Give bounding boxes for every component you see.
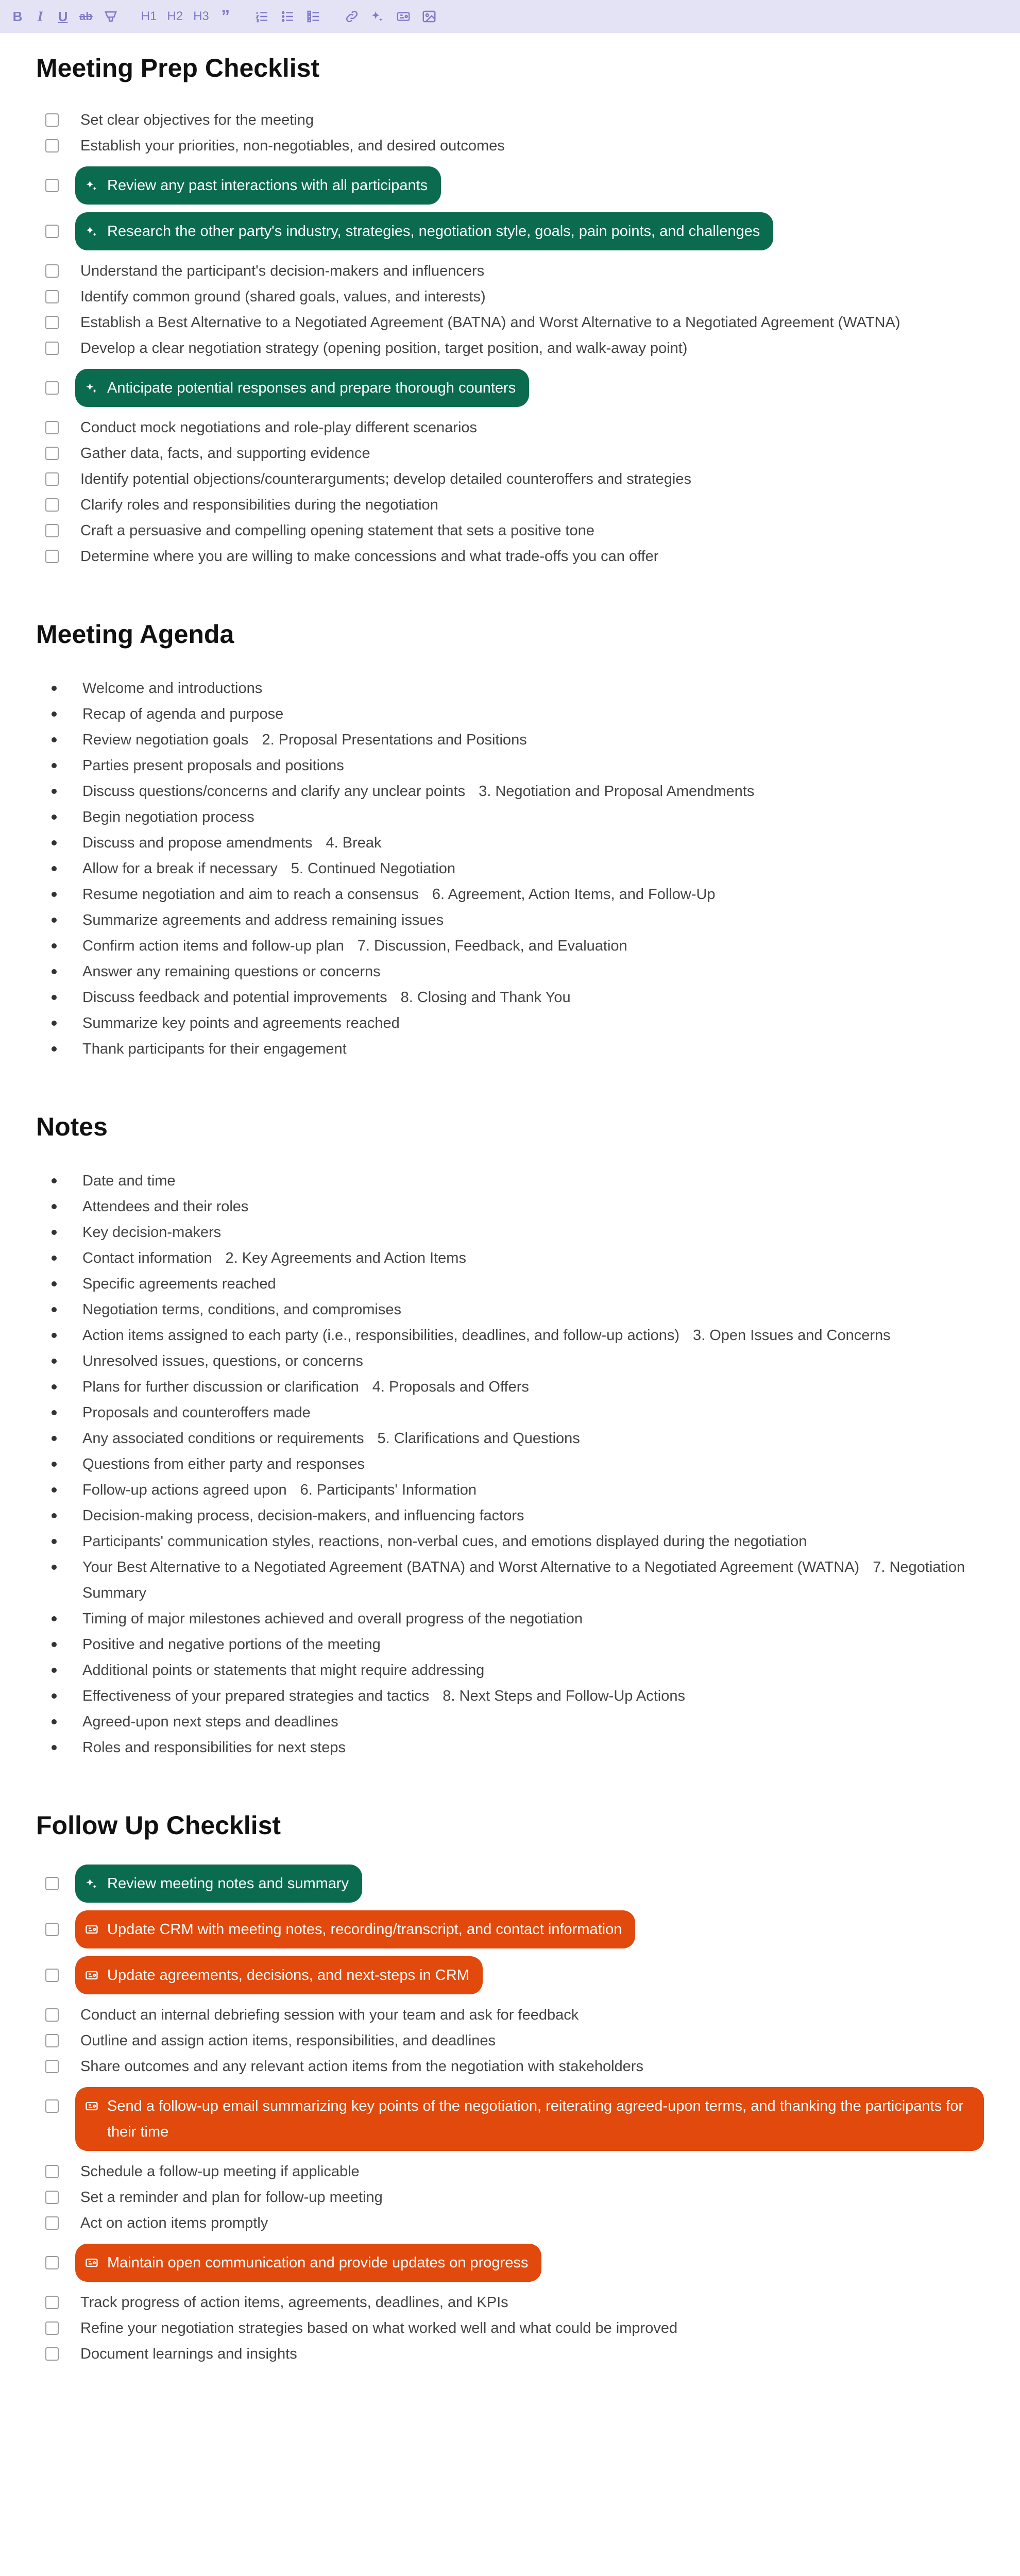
agenda-subheading: 3. Negotiation and Proposal Amendments xyxy=(479,783,755,800)
list-item-text: Allow for a break if necessary xyxy=(82,860,278,877)
checklist-icon xyxy=(306,9,321,24)
checkbox[interactable] xyxy=(45,447,59,460)
formatting-toolbar xyxy=(0,0,1020,33)
list-item-text: Date and time xyxy=(82,1173,176,1189)
checklist-item xyxy=(36,2002,984,2028)
notes-subheading: 7. Negotiation Summary xyxy=(82,1559,965,1601)
notes-subheading: 4. Proposals and Offers xyxy=(372,1379,529,1395)
checklist-item-text: Develop a clear negotiation strategy (opening position, target position, and walk-away point) xyxy=(80,340,688,357)
list-item xyxy=(36,1451,984,1477)
checkbox[interactable] xyxy=(45,2191,59,2204)
list-item-text: Welcome and introductions xyxy=(82,680,263,697)
list-item xyxy=(36,1657,984,1683)
checklist-item xyxy=(36,335,984,361)
checklist-item-text: Craft a persuasive and compelling opening statement that sets a positive tone xyxy=(80,522,594,539)
agenda-subheading: 5. Continued Negotiation xyxy=(291,860,456,877)
list-item xyxy=(36,1400,984,1426)
checklist-item xyxy=(36,133,984,159)
list-item xyxy=(36,1323,984,1348)
checklist-item xyxy=(36,369,984,407)
checkbox[interactable] xyxy=(45,316,59,329)
list-item xyxy=(36,907,984,933)
list-item xyxy=(36,1735,984,1760)
crm-task-pill[interactable] xyxy=(75,2087,984,2151)
notes-section-title: Notes xyxy=(36,1112,108,1141)
checklist-item-text: Set a reminder and plan for follow-up meeting xyxy=(80,2189,383,2206)
list-item xyxy=(36,1554,984,1606)
list-item-text: Unresolved issues, questions, or concerns xyxy=(82,1353,363,1369)
list-item-text: Negotiation terms, conditions, and compromises xyxy=(82,1301,401,1318)
bullet-list-icon xyxy=(280,9,296,24)
list-item xyxy=(36,1426,984,1451)
ai-task-pill[interactable] xyxy=(75,212,773,250)
checklist-item-text: Clarify roles and responsibilities during the negotiation xyxy=(80,497,438,513)
list-item-text: Review negotiation goals xyxy=(82,732,249,748)
list-item-text: Positive and negative portions of the meeting xyxy=(82,1636,381,1653)
underline-button[interactable]: U xyxy=(58,8,68,24)
checklist-item-text: Establish your priorities, non-negotiables, and desired outcomes xyxy=(80,138,505,154)
checklist-item-text: Track progress of action items, agreements, deadlines, and KPIs xyxy=(80,2294,508,2311)
h2-button[interactable]: H2 xyxy=(167,9,183,23)
agenda-subheading: 7. Discussion, Feedback, and Evaluation xyxy=(357,938,627,954)
list-item-text: Agreed-upon next steps and deadlines xyxy=(82,1714,338,1730)
checklist-item xyxy=(36,310,984,335)
checklist-item-text: Act on action items promptly xyxy=(80,2215,268,2231)
list-item-text: Plans for further discussion or clarification xyxy=(82,1379,359,1395)
checklist-item xyxy=(36,2054,984,2079)
checkbox[interactable] xyxy=(45,1923,59,1936)
list-item xyxy=(36,1271,984,1297)
checklist-item-text: Understand the participant's decision-makers and influencers xyxy=(80,263,485,279)
checkbox[interactable] xyxy=(45,472,59,486)
list-item-text: Key decision-makers xyxy=(82,1224,222,1241)
list-item xyxy=(36,1709,984,1735)
list-item-text: Confirm action items and follow-up plan xyxy=(82,938,344,954)
list-item xyxy=(36,804,984,830)
checklist-item xyxy=(36,258,984,284)
h1-button[interactable]: H1 xyxy=(141,9,157,23)
list-item-text: Discuss feedback and potential improvements xyxy=(82,989,387,1006)
checkbox[interactable] xyxy=(45,290,59,303)
crm-card-icon xyxy=(84,2099,99,2113)
list-item-text: Timing of major milestones achieved and overall progress of the negotiation xyxy=(82,1611,583,1627)
notes-subheading: 2. Key Agreements and Action Items xyxy=(225,1250,466,1266)
pill-text: Update agreements, decisions, and next-steps in CRM xyxy=(107,1967,469,1984)
checkbox[interactable] xyxy=(45,113,59,127)
checklist-item xyxy=(36,2184,984,2210)
checklist-item xyxy=(36,415,984,440)
list-item xyxy=(36,856,984,882)
checklist-item xyxy=(36,212,984,250)
sparkle-icon xyxy=(84,1876,99,1891)
ai-task-pill[interactable] xyxy=(75,369,529,407)
checklist-item xyxy=(36,440,984,466)
strikethrough-button[interactable]: ab xyxy=(79,10,93,23)
list-item-text: Begin negotiation process xyxy=(82,809,254,825)
checklist-item xyxy=(36,2087,984,2151)
checklist-item xyxy=(36,2341,984,2367)
agenda-subheading: 4. Break xyxy=(326,835,382,851)
list-item xyxy=(36,1683,984,1709)
list-item xyxy=(36,1374,984,1400)
notes-list xyxy=(36,1168,984,1760)
followup-section-title: Follow Up Checklist xyxy=(36,1811,281,1840)
agenda-list xyxy=(36,675,984,1062)
checklist-item xyxy=(36,1910,984,1948)
list-item-text: Summarize agreements and address remaining issues xyxy=(82,912,444,928)
list-item xyxy=(36,675,984,701)
list-item-text: Parties present proposals and positions xyxy=(82,757,344,774)
ai-assist-button[interactable] xyxy=(370,9,385,24)
list-item xyxy=(36,1529,984,1554)
list-item xyxy=(36,727,984,753)
checkbox[interactable] xyxy=(45,2296,59,2309)
crm-task-pill[interactable] xyxy=(75,1910,635,1948)
checkbox[interactable] xyxy=(45,550,59,563)
checklist-item xyxy=(36,2244,984,2282)
crm-card-icon xyxy=(396,9,411,24)
list-item xyxy=(36,959,984,985)
checkbox[interactable] xyxy=(45,179,59,192)
checkbox[interactable] xyxy=(45,2321,59,2335)
checklist-item xyxy=(36,2159,984,2184)
checklist-item-text: Refine your negotiation strategies based on what worked well and what could be improved xyxy=(80,2320,678,2336)
checklist-item-text: Gather data, facts, and supporting evidence xyxy=(80,445,370,462)
pill-text: Send a follow-up email summarizing key points of the negotiation, reiterating agreed-upon terms, and thanking the participants for their time xyxy=(107,2098,963,2140)
sparkle-icon xyxy=(370,9,385,24)
ai-task-pill[interactable] xyxy=(75,1865,362,1903)
notes-subheading: 3. Open Issues and Concerns xyxy=(693,1327,891,1344)
sparkle-icon xyxy=(84,178,99,193)
checklist-item-text: Outline and assign action items, responsibilities, and deadlines xyxy=(80,2032,496,2049)
notes-subheading: 6. Participants' Information xyxy=(300,1482,477,1498)
checklist-item xyxy=(36,2210,984,2236)
list-item xyxy=(36,1219,984,1245)
pill-text: Anticipate potential responses and prepare thorough counters xyxy=(107,380,516,396)
numbered-list-icon xyxy=(254,9,270,24)
prep-checklist xyxy=(36,107,984,569)
checklist-item-text: Determine where you are willing to make concessions and what trade-offs you can offer xyxy=(80,548,659,565)
highlighter-icon xyxy=(103,9,118,24)
list-item-text: Effectiveness of your prepared strategies and tactics xyxy=(82,1688,430,1704)
checklist-item xyxy=(36,2290,984,2315)
list-item xyxy=(36,1036,984,1062)
notes-subheading: 5. Clarifications and Questions xyxy=(377,1430,580,1447)
list-item-text: Proposals and counteroffers made xyxy=(82,1404,311,1421)
checkbox[interactable] xyxy=(45,2256,59,2269)
checkbox[interactable] xyxy=(45,498,59,512)
list-item-text: Questions from either party and responses xyxy=(82,1456,365,1472)
list-item xyxy=(36,1194,984,1219)
list-item xyxy=(36,1477,984,1503)
checkbox[interactable] xyxy=(45,225,59,238)
bold-button[interactable]: B xyxy=(12,8,23,24)
checklist-item xyxy=(36,518,984,544)
checkbox[interactable] xyxy=(45,524,59,537)
checklist-item-text: Set clear objectives for the meeting xyxy=(80,112,314,128)
list-item xyxy=(36,1297,984,1323)
image-icon xyxy=(421,9,437,24)
list-item xyxy=(36,985,984,1010)
list-item-text: Decision-making process, decision-makers, and influencing factors xyxy=(82,1507,524,1524)
list-item xyxy=(36,933,984,959)
numbered-list-button[interactable] xyxy=(254,9,270,24)
pill-text: Research the other party's industry, strategies, negotiation style, goals, pain points, and challenges xyxy=(107,223,760,240)
checklist-item xyxy=(36,544,984,569)
checkbox[interactable] xyxy=(45,2034,59,2047)
ai-task-pill[interactable] xyxy=(75,166,441,205)
list-item-text: Discuss questions/concerns and clarify any unclear points xyxy=(82,783,466,800)
notes-subheading: 8. Next Steps and Follow-Up Actions xyxy=(443,1688,685,1704)
checkbox[interactable] xyxy=(45,139,59,152)
list-item-text: Specific agreements reached xyxy=(82,1276,276,1292)
link-button[interactable] xyxy=(344,9,360,24)
crm-task-pill[interactable] xyxy=(75,2244,541,2282)
list-item xyxy=(36,1503,984,1529)
list-item xyxy=(36,1168,984,1194)
checklist-item-text: Identify potential objections/counterarguments; develop detailed counteroffers and strategies xyxy=(80,471,691,487)
checkbox[interactable] xyxy=(45,421,59,434)
checklist-item xyxy=(36,166,984,205)
pill-text: Update CRM with meeting notes, recording/transcript, and contact information xyxy=(107,1921,622,1938)
followup-checklist xyxy=(36,1865,984,2367)
checklist-item xyxy=(36,107,984,133)
checkbox[interactable] xyxy=(45,2060,59,2073)
checklist-item xyxy=(36,2315,984,2341)
list-item-text: Recap of agenda and purpose xyxy=(82,706,284,722)
list-item-text: Your Best Alternative to a Negotiated Agreement (BATNA) and Worst Alternative to a Negotiated Agreement (WATNA) xyxy=(82,1559,860,1575)
checkbox[interactable] xyxy=(45,2216,59,2230)
list-item xyxy=(36,753,984,778)
list-item-text: Resume negotiation and aim to reach a consensus xyxy=(82,886,419,903)
h3-button[interactable]: H3 xyxy=(193,9,209,23)
crm-card-icon xyxy=(84,2256,99,2270)
checklist-item-text: Conduct an internal debriefing session with your team and ask for feedback xyxy=(80,2007,579,2023)
checklist-item-text: Identify common ground (shared goals, values, and interests) xyxy=(80,289,486,305)
checklist-item xyxy=(36,492,984,518)
checkbox[interactable] xyxy=(45,2347,59,2361)
list-group xyxy=(254,9,321,24)
list-item-text: Summarize key points and agreements reached xyxy=(82,1015,400,1031)
checkbox[interactable] xyxy=(45,2008,59,2022)
checkbox[interactable] xyxy=(45,1969,59,1982)
list-item xyxy=(36,701,984,727)
link-icon xyxy=(344,9,360,24)
list-item xyxy=(36,1606,984,1632)
heading-group xyxy=(141,7,232,27)
checklist-item xyxy=(36,1956,984,1994)
list-item-text: Answer any remaining questions or concerns xyxy=(82,963,381,980)
quote-button[interactable]: ” xyxy=(221,6,230,26)
sparkle-icon xyxy=(84,224,99,239)
checkbox[interactable] xyxy=(45,381,59,395)
crm-task-pill[interactable] xyxy=(75,1956,483,1994)
highlight-button[interactable] xyxy=(103,9,118,24)
checklist-item-text: Establish a Best Alternative to a Negotiated Agreement (BATNA) and Worst Alternative to a Negotiated Agreement (WATNA) xyxy=(80,314,900,331)
list-item-text: Participants' communication styles, reactions, non-verbal cues, and emotions displayed during the negotiation xyxy=(82,1533,807,1550)
checklist-item xyxy=(36,1865,984,1903)
list-item xyxy=(36,778,984,804)
agenda-subheading: 2. Proposal Presentations and Positions xyxy=(262,732,527,748)
pill-text: Review meeting notes and summary xyxy=(107,1875,349,1892)
checkbox[interactable] xyxy=(45,2099,59,2113)
list-item-text: Contact information xyxy=(82,1250,212,1266)
checklist-item-text: Document learnings and insights xyxy=(80,2346,297,2362)
list-item-text: Any associated conditions or requirements xyxy=(82,1430,364,1447)
checklist-item-text: Conduct mock negotiations and role-play different scenarios xyxy=(80,419,478,436)
list-item-text: Follow-up actions agreed upon xyxy=(82,1482,287,1498)
checklist-item xyxy=(36,284,984,310)
list-item-text: Roles and responsibilities for next steps xyxy=(82,1739,346,1756)
crm-card-icon xyxy=(84,1968,99,1982)
checklist-item xyxy=(36,2028,984,2054)
checkbox[interactable] xyxy=(45,2165,59,2178)
checkbox[interactable] xyxy=(45,1877,59,1890)
list-item-text: Additional points or statements that might require addressing xyxy=(82,1662,485,1679)
list-item-text: Attendees and their roles xyxy=(82,1198,249,1215)
list-item xyxy=(36,1632,984,1657)
list-item-text: Discuss and propose amendments xyxy=(82,835,313,851)
pill-text: Maintain open communication and provide updates on progress xyxy=(107,2255,529,2271)
sparkle-icon xyxy=(84,381,99,395)
list-item-text: Thank participants for their engagement xyxy=(82,1041,347,1057)
insert-group xyxy=(344,9,437,24)
checkbox[interactable] xyxy=(45,264,59,278)
checklist-item-text: Schedule a follow-up meeting if applicable xyxy=(80,2163,360,2180)
crm-card-icon xyxy=(84,1922,99,1937)
italic-button[interactable]: I xyxy=(37,9,43,24)
agenda-section-title: Meeting Agenda xyxy=(36,620,234,649)
agenda-subheading: 8. Closing and Thank You xyxy=(400,989,571,1006)
document-body xyxy=(0,53,1020,2367)
list-item xyxy=(36,1245,984,1271)
list-item-text: Action items assigned to each party (i.e., responsibilities, deadlines, and follow-up actions) xyxy=(82,1327,679,1344)
pill-text: Review any past interactions with all participants xyxy=(107,177,428,194)
checklist-item xyxy=(36,466,984,492)
image-button[interactable] xyxy=(421,9,437,24)
prep-section-title: Meeting Prep Checklist xyxy=(36,54,320,82)
bullet-list-button[interactable] xyxy=(280,9,296,24)
checklist-item-text: Share outcomes and any relevant action items from the negotiation with stakeholders xyxy=(80,2058,643,2075)
crm-field-button[interactable] xyxy=(396,9,411,24)
list-item xyxy=(36,1010,984,1036)
list-item xyxy=(36,1348,984,1374)
list-item xyxy=(36,830,984,856)
checkbox[interactable] xyxy=(45,342,59,355)
list-item xyxy=(36,882,984,907)
text-style-group xyxy=(11,9,118,25)
checklist-button[interactable] xyxy=(306,9,321,24)
agenda-subheading: 6. Agreement, Action Items, and Follow-Up xyxy=(432,886,716,903)
